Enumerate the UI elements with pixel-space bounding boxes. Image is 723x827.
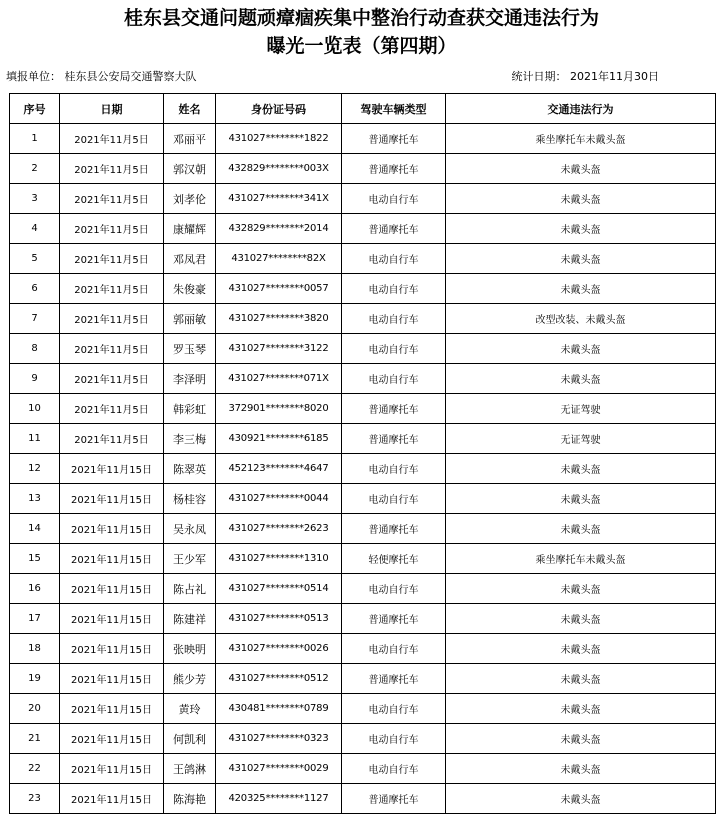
table-row — [10, 244, 716, 274]
table-row — [10, 394, 716, 424]
vehicle-type-cell: 电动自行车 — [342, 574, 446, 604]
table-row — [10, 214, 716, 244]
violation-cell: 未戴头盔 — [446, 634, 716, 664]
id-number-cell: 431027********3122 — [216, 334, 342, 364]
serial-number: 20 — [10, 694, 60, 724]
page-title: 桂东县交通问题顽瘴痼疾集中整治行动查获交通违法行为 — [123, 7, 599, 29]
name-cell: 陈海艳 — [164, 784, 216, 814]
table-row — [10, 664, 716, 694]
id-number-cell: 431027********0513 — [216, 604, 342, 634]
column-header: 姓名 — [164, 94, 216, 124]
date-cell: 2021年11月15日 — [60, 574, 164, 604]
serial-number: 5 — [10, 244, 60, 274]
serial-number: 4 — [10, 214, 60, 244]
name-cell: 黄玲 — [164, 694, 216, 724]
name-cell: 刘孝伦 — [164, 184, 216, 214]
name-cell: 何凯利 — [164, 724, 216, 754]
id-number-cell: 431027********3820 — [216, 304, 342, 334]
date-cell: 2021年11月15日 — [60, 634, 164, 664]
column-header: 身份证号码 — [216, 94, 342, 124]
name-cell: 邓凤君 — [164, 244, 216, 274]
id-number-cell: 431027********1310 — [216, 544, 342, 574]
date-cell: 2021年11月5日 — [60, 124, 164, 154]
violation-cell: 未戴头盔 — [446, 784, 716, 814]
date-cell: 2021年11月5日 — [60, 424, 164, 454]
name-cell: 郭丽敏 — [164, 304, 216, 334]
date-cell: 2021年11月15日 — [60, 694, 164, 724]
date-cell: 2021年11月5日 — [60, 274, 164, 304]
name-cell: 康耀辉 — [164, 214, 216, 244]
column-header: 序号 — [10, 94, 60, 124]
violation-cell: 未戴头盔 — [446, 334, 716, 364]
serial-number: 9 — [10, 364, 60, 394]
table-row — [10, 124, 716, 154]
violation-cell: 无证驾驶 — [446, 424, 716, 454]
id-number-cell: 431027********1822 — [216, 124, 342, 154]
violation-cell: 未戴头盔 — [446, 274, 716, 304]
serial-number: 16 — [10, 574, 60, 604]
table-row — [10, 304, 716, 334]
violation-cell: 未戴头盔 — [446, 574, 716, 604]
id-number-cell: 431027********0057 — [216, 274, 342, 304]
table-row — [10, 274, 716, 304]
date-cell: 2021年11月5日 — [60, 244, 164, 274]
date-cell: 2021年11月5日 — [60, 154, 164, 184]
vehicle-type-cell: 电动自行车 — [342, 754, 446, 784]
serial-number: 15 — [10, 544, 60, 574]
date-cell: 2021年11月15日 — [60, 544, 164, 574]
vehicle-type-cell: 普通摩托车 — [342, 154, 446, 184]
id-number-cell: 432829********003X — [216, 154, 342, 184]
date-cell: 2021年11月5日 — [60, 334, 164, 364]
serial-number: 18 — [10, 634, 60, 664]
serial-number: 11 — [10, 424, 60, 454]
id-number-cell: 431027********0514 — [216, 574, 342, 604]
id-number-cell: 431027********2623 — [216, 514, 342, 544]
id-number-cell: 431027********0026 — [216, 634, 342, 664]
table-row — [10, 604, 716, 634]
table-row — [10, 574, 716, 604]
vehicle-type-cell: 普通摩托车 — [342, 514, 446, 544]
serial-number: 23 — [10, 784, 60, 814]
vehicle-type-cell: 普通摩托车 — [342, 124, 446, 154]
vehicle-type-cell: 电动自行车 — [342, 184, 446, 214]
table-row — [10, 634, 716, 664]
vehicle-type-cell: 电动自行车 — [342, 694, 446, 724]
vehicle-type-cell: 电动自行车 — [342, 724, 446, 754]
violation-cell: 无证驾驶 — [446, 394, 716, 424]
page-subtitle: 曝光一览表（第四期） — [266, 35, 457, 57]
serial-number: 10 — [10, 394, 60, 424]
violation-cell: 未戴头盔 — [446, 604, 716, 634]
serial-number: 3 — [10, 184, 60, 214]
vehicle-type-cell: 电动自行车 — [342, 364, 446, 394]
id-number-cell: 431027********0044 — [216, 484, 342, 514]
vehicle-type-cell: 普通摩托车 — [342, 394, 446, 424]
violation-cell: 改型改装、未戴头盔 — [446, 304, 716, 334]
serial-number: 14 — [10, 514, 60, 544]
table-row — [10, 544, 716, 574]
vehicle-type-cell: 普通摩托车 — [342, 784, 446, 814]
serial-number: 12 — [10, 454, 60, 484]
table-row — [10, 784, 716, 814]
name-cell: 韩彩虹 — [164, 394, 216, 424]
serial-number: 22 — [10, 754, 60, 784]
date-cell: 2021年11月15日 — [60, 754, 164, 784]
table-row — [10, 694, 716, 724]
column-header: 驾驶车辆类型 — [342, 94, 446, 124]
vehicle-type-cell: 电动自行车 — [342, 634, 446, 664]
table-row — [10, 484, 716, 514]
serial-number: 8 — [10, 334, 60, 364]
serial-number: 19 — [10, 664, 60, 694]
id-number-cell: 430481********0789 — [216, 694, 342, 724]
vehicle-type-cell: 普通摩托车 — [342, 604, 446, 634]
violation-cell: 未戴头盔 — [446, 154, 716, 184]
vehicle-type-cell: 普通摩托车 — [342, 664, 446, 694]
vehicle-type-cell: 电动自行车 — [342, 274, 446, 304]
statistics-date: 统计日期： 2021年11月30日 — [511, 70, 659, 83]
table-row — [10, 184, 716, 214]
violation-cell: 未戴头盔 — [446, 184, 716, 214]
name-cell: 杨桂容 — [164, 484, 216, 514]
table-row — [10, 514, 716, 544]
name-cell: 吴永凤 — [164, 514, 216, 544]
id-number-cell: 431027********0323 — [216, 724, 342, 754]
violation-cell: 未戴头盔 — [446, 694, 716, 724]
date-cell: 2021年11月15日 — [60, 664, 164, 694]
id-number-cell: 372901********8020 — [216, 394, 342, 424]
table-row — [10, 334, 716, 364]
violation-cell: 未戴头盔 — [446, 484, 716, 514]
violation-cell: 未戴头盔 — [446, 514, 716, 544]
name-cell: 熊少芳 — [164, 664, 216, 694]
violation-cell: 未戴头盔 — [446, 364, 716, 394]
id-number-cell: 431027********82X — [216, 244, 342, 274]
id-number-cell: 431027********341X — [216, 184, 342, 214]
violation-cell: 乘坐摩托车未戴头盔 — [446, 544, 716, 574]
serial-number: 1 — [10, 124, 60, 154]
name-cell: 李三梅 — [164, 424, 216, 454]
name-cell: 陈建祥 — [164, 604, 216, 634]
table-row — [10, 424, 716, 454]
violation-cell: 未戴头盔 — [446, 454, 716, 484]
vehicle-type-cell: 电动自行车 — [342, 484, 446, 514]
serial-number: 13 — [10, 484, 60, 514]
id-number-cell: 431027********071X — [216, 364, 342, 394]
vehicle-type-cell: 电动自行车 — [342, 334, 446, 364]
vehicle-type-cell: 电动自行车 — [342, 244, 446, 274]
id-number-cell: 452123********4647 — [216, 454, 342, 484]
name-cell: 陈占礼 — [164, 574, 216, 604]
name-cell: 罗玉琴 — [164, 334, 216, 364]
vehicle-type-cell: 普通摩托车 — [342, 214, 446, 244]
id-number-cell: 431027********0512 — [216, 664, 342, 694]
serial-number: 6 — [10, 274, 60, 304]
name-cell: 王少军 — [164, 544, 216, 574]
serial-number: 7 — [10, 304, 60, 334]
date-cell: 2021年11月15日 — [60, 724, 164, 754]
serial-number: 2 — [10, 154, 60, 184]
violation-cell: 未戴头盔 — [446, 754, 716, 784]
vehicle-type-cell: 普通摩托车 — [342, 424, 446, 454]
table-row — [10, 724, 716, 754]
serial-number: 17 — [10, 604, 60, 634]
date-cell: 2021年11月15日 — [60, 604, 164, 634]
id-number-cell: 430921********6185 — [216, 424, 342, 454]
date-cell: 2021年11月15日 — [60, 784, 164, 814]
serial-number: 21 — [10, 724, 60, 754]
date-cell: 2021年11月15日 — [60, 484, 164, 514]
table-row — [10, 454, 716, 484]
violation-cell: 未戴头盔 — [446, 214, 716, 244]
date-cell: 2021年11月5日 — [60, 304, 164, 334]
name-cell: 邓丽平 — [164, 124, 216, 154]
name-cell: 王鸽淋 — [164, 754, 216, 784]
name-cell: 张映明 — [164, 634, 216, 664]
violation-cell: 未戴头盔 — [446, 244, 716, 274]
id-number-cell: 431027********0029 — [216, 754, 342, 784]
table-row — [10, 154, 716, 184]
name-cell: 陈翠英 — [164, 454, 216, 484]
table-header-row — [10, 94, 716, 124]
date-cell: 2021年11月15日 — [60, 514, 164, 544]
violation-cell: 乘坐摩托车未戴头盔 — [446, 124, 716, 154]
violation-table — [9, 93, 716, 814]
reporting-unit: 填报单位： 桂东县公安局交通警察大队 — [6, 70, 197, 83]
date-cell: 2021年11月5日 — [60, 184, 164, 214]
vehicle-type-cell: 轻便摩托车 — [342, 544, 446, 574]
id-number-cell: 432829********2014 — [216, 214, 342, 244]
vehicle-type-cell: 电动自行车 — [342, 304, 446, 334]
violation-cell: 未戴头盔 — [446, 664, 716, 694]
violation-cell: 未戴头盔 — [446, 724, 716, 754]
table-row — [10, 364, 716, 394]
table-row — [10, 754, 716, 784]
vehicle-type-cell: 电动自行车 — [342, 454, 446, 484]
name-cell: 郭汉朝 — [164, 154, 216, 184]
id-number-cell: 420325********1127 — [216, 784, 342, 814]
name-cell: 朱俊豪 — [164, 274, 216, 304]
date-cell: 2021年11月5日 — [60, 364, 164, 394]
date-cell: 2021年11月15日 — [60, 454, 164, 484]
column-header: 日期 — [60, 94, 164, 124]
name-cell: 李泽明 — [164, 364, 216, 394]
date-cell: 2021年11月5日 — [60, 214, 164, 244]
column-header: 交通违法行为 — [446, 94, 716, 124]
date-cell: 2021年11月5日 — [60, 394, 164, 424]
